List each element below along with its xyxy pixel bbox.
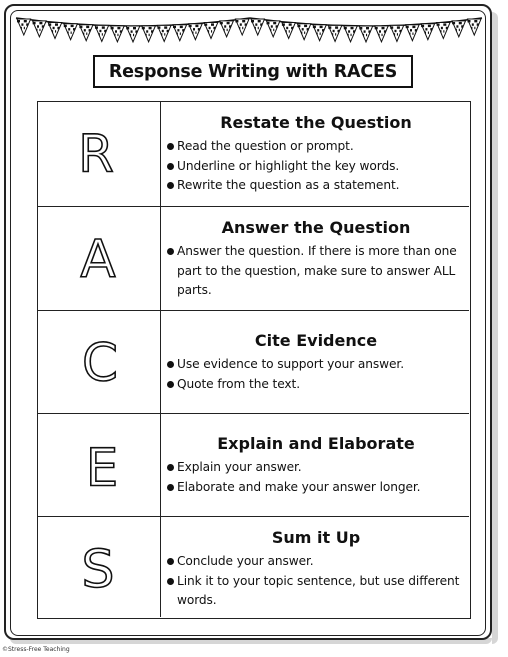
letter-graphic — [38, 414, 161, 516]
pennant-flag — [344, 26, 357, 42]
row-heading: Answer the Question — [221, 218, 411, 237]
table-row-r — [38, 102, 469, 207]
pennant-flag — [142, 26, 156, 42]
pennant-flag — [421, 24, 435, 40]
bullet-text: Read the question or prompt. — [177, 139, 354, 153]
pennant-flag — [328, 25, 342, 41]
pennant-flag — [79, 25, 93, 41]
bullet-icon — [167, 558, 174, 565]
row-letter: E — [85, 438, 119, 499]
pennant-flag — [297, 24, 310, 40]
list-item — [167, 355, 465, 375]
bullet-text: Link it to your topic sentence, but use different words. — [177, 573, 460, 607]
pennant-flag — [157, 25, 171, 41]
bullet-text: Elaborate and make your answer longer. — [177, 479, 421, 494]
bullet-icon — [167, 464, 174, 471]
content-cell — [161, 517, 469, 617]
row-heading: Sum it Up — [271, 528, 361, 547]
list-item — [167, 242, 465, 301]
letter-cell — [38, 102, 161, 206]
list-item — [167, 157, 465, 177]
pennant-flag — [359, 26, 372, 42]
list-item — [167, 458, 465, 478]
content-cell — [161, 102, 469, 206]
bullet-text: Underline or highlight the key words. — [177, 158, 400, 173]
bullet-list — [167, 137, 465, 196]
letter-graphic — [38, 311, 161, 413]
row-letter: S — [81, 540, 115, 600]
pennant-flag — [17, 19, 31, 35]
row-heading: Cite Evidence — [254, 331, 378, 350]
pennant-flag — [266, 21, 279, 37]
row-heading: Explain and Elaborate — [217, 434, 415, 453]
list-item — [167, 552, 465, 572]
pennant-flag — [64, 24, 78, 40]
bullet-icon — [167, 143, 174, 150]
table-row-a — [38, 207, 469, 311]
bullet-text: Quote from the text. — [177, 376, 300, 391]
bullet-text: Explain your answer. — [177, 460, 302, 474]
list-item — [167, 176, 465, 196]
bullet-icon — [167, 578, 174, 585]
pennant-flag — [390, 25, 403, 41]
bullet-list — [167, 242, 465, 301]
bullet-list — [167, 458, 465, 497]
pennant-flag — [204, 22, 218, 38]
table-row-s — [38, 517, 469, 617]
letter-cell — [38, 207, 161, 310]
pennant-flag — [282, 22, 296, 38]
content-cell — [161, 414, 469, 516]
bullet-list — [167, 552, 465, 611]
content-cell — [161, 311, 469, 413]
pennant-banner-icon — [14, 12, 484, 56]
letter-graphic — [38, 517, 161, 617]
content-cell — [161, 207, 469, 310]
bullet-text: Use evidence to support your answer. — [177, 357, 404, 371]
row-heading: Restate the Question — [220, 113, 412, 132]
table-row-c — [38, 311, 469, 414]
letter-cell — [38, 311, 161, 413]
pennant-flag — [33, 21, 47, 37]
pennant-flag — [173, 25, 187, 41]
bullet-icon — [167, 361, 174, 368]
row-letter: A — [80, 229, 116, 290]
bullet-icon — [167, 163, 174, 170]
races-table — [37, 101, 471, 619]
row-letter: C — [82, 333, 118, 394]
table-row-e — [38, 414, 469, 517]
letter-graphic — [38, 102, 161, 206]
letter-graphic — [38, 207, 161, 310]
bullet-text: Conclude your answer. — [177, 554, 314, 568]
pennant-flag — [48, 22, 62, 38]
pennant-flag — [375, 26, 389, 42]
pennant-flag — [220, 21, 234, 37]
bullet-icon — [167, 248, 174, 255]
bullet-icon — [167, 484, 174, 491]
bullet-icon — [167, 381, 174, 388]
pennant-flag — [111, 26, 125, 42]
pennant-flag — [406, 25, 419, 41]
list-item — [167, 572, 465, 611]
bullet-text: Rewrite the question as a statement. — [177, 178, 400, 192]
pennant-flag — [251, 19, 264, 35]
page-title: Response Writing with RACES — [93, 55, 413, 88]
pennant-flag — [95, 25, 109, 41]
pennant-flag — [468, 19, 482, 35]
letter-cell — [38, 517, 161, 617]
list-item — [167, 375, 465, 395]
pennant-flag — [437, 22, 450, 38]
row-letter: R — [78, 124, 114, 185]
bullet-text: Answer the question. If there is more than one part to the question, make sure to answer ALL parts. — [177, 244, 457, 297]
copyright-note: ©Stress-Free Teaching — [2, 646, 70, 653]
pennant-flag — [313, 25, 326, 41]
list-item — [167, 478, 465, 498]
bullet-icon — [167, 182, 174, 189]
bullet-list — [167, 355, 465, 394]
letter-cell — [38, 414, 161, 516]
frame-shadow-right — [492, 12, 498, 644]
pennant-flag — [452, 21, 465, 37]
pennant-flag — [235, 19, 249, 35]
pennant-flag — [126, 26, 140, 42]
pennant-flag — [189, 24, 203, 40]
list-item — [167, 137, 465, 157]
